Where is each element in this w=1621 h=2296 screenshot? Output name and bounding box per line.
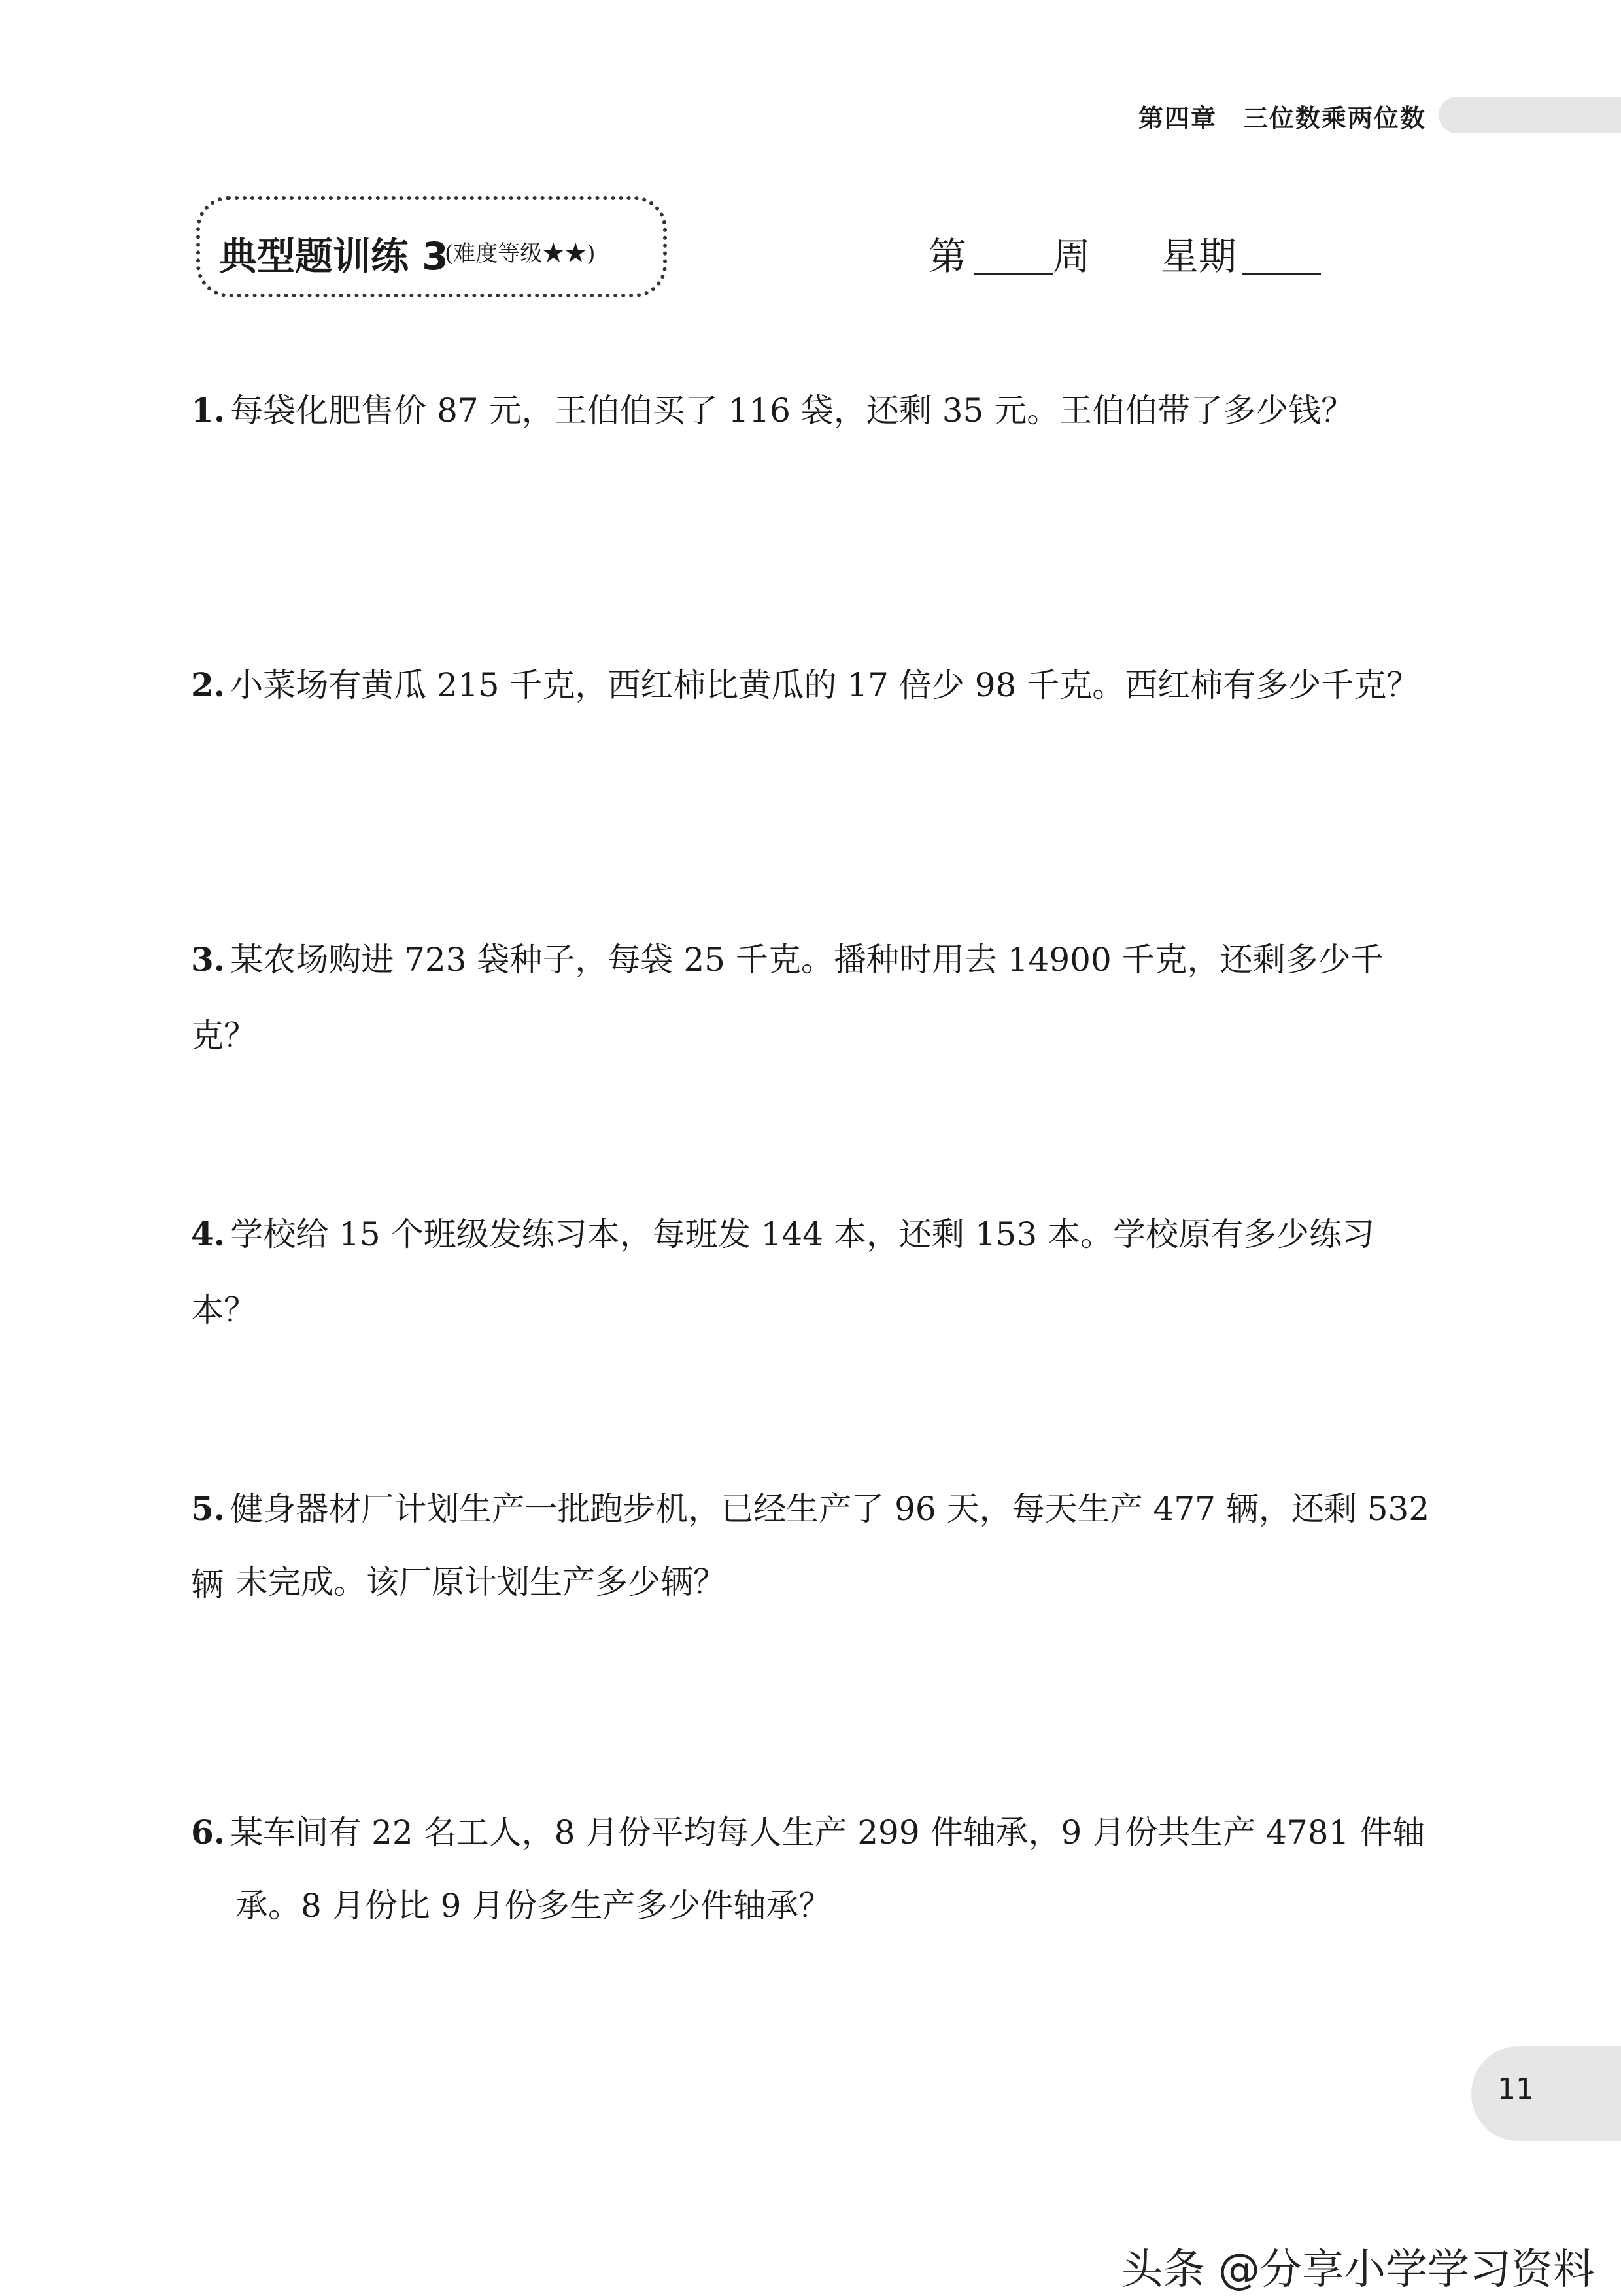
question-4 <box>191 1196 1433 1348</box>
question-text: 健身器材厂计划生产一批跑步机，已经生产了 96 天，每天生产 477 辆，还剩 532 辆 <box>191 1490 1430 1604</box>
question-6 <box>191 1795 1433 1870</box>
question-number: 6. <box>191 1813 226 1851</box>
question-number: 5. <box>191 1489 226 1528</box>
week-suffix: 周 <box>1053 234 1091 279</box>
question-1 <box>191 373 1433 448</box>
question-2 <box>191 647 1433 723</box>
weekday-label: 星期 <box>1161 234 1237 279</box>
chapter-header-band <box>1439 97 1621 133</box>
question-text: 每袋化肥售价 87 元，王伯伯买了 116 袋，还剩 35 元。王伯伯带了多少钱？ <box>230 392 1354 430</box>
question-text: 小菜场有黄瓜 215 千克，西红柿比黄瓜的 17 倍少 98 千克。西红柿有多少千克？ <box>230 666 1420 704</box>
question-text: 学校给 15 个班级发练习本，每班发 144 本，还剩 153 本。学校原有多少练习本？ <box>191 1215 1375 1329</box>
weekday-blank <box>1242 273 1321 275</box>
question-number: 4. <box>191 1215 226 1253</box>
difficulty-label: (难度等级★★) <box>445 241 596 267</box>
question-number: 3. <box>191 940 226 979</box>
page-number: 11 <box>1497 2072 1534 2106</box>
chapter-header: 第四章 三位数乘两位数 <box>1138 103 1426 133</box>
question-number: 2. <box>191 666 226 704</box>
week-blank <box>974 273 1053 275</box>
watermark: 头条 @分享小学学习资料 <box>1121 2246 1595 2294</box>
week-prefix: 第 <box>929 234 967 279</box>
question-text: 某车间有 22 名工人，8 月份平均每人生产 299 件轴承，9 月份共生产 4781 件轴 <box>230 1814 1425 1851</box>
question-text: 某农场购进 723 袋种子，每袋 25 千克。播种时用去 14900 千克，还剩多少千克？ <box>191 941 1384 1055</box>
page-title: 典型题训练 3 <box>219 234 449 279</box>
question-number: 1. <box>191 391 226 430</box>
question-3 <box>191 922 1433 1073</box>
question-5-continued: 未完成。该厂原计划生产多少辆？ <box>235 1563 726 1601</box>
page-number-tab <box>1471 2046 1621 2141</box>
question-6-continued: 承。8 月份比 9 月份多生产多少件轴承？ <box>235 1887 832 1925</box>
